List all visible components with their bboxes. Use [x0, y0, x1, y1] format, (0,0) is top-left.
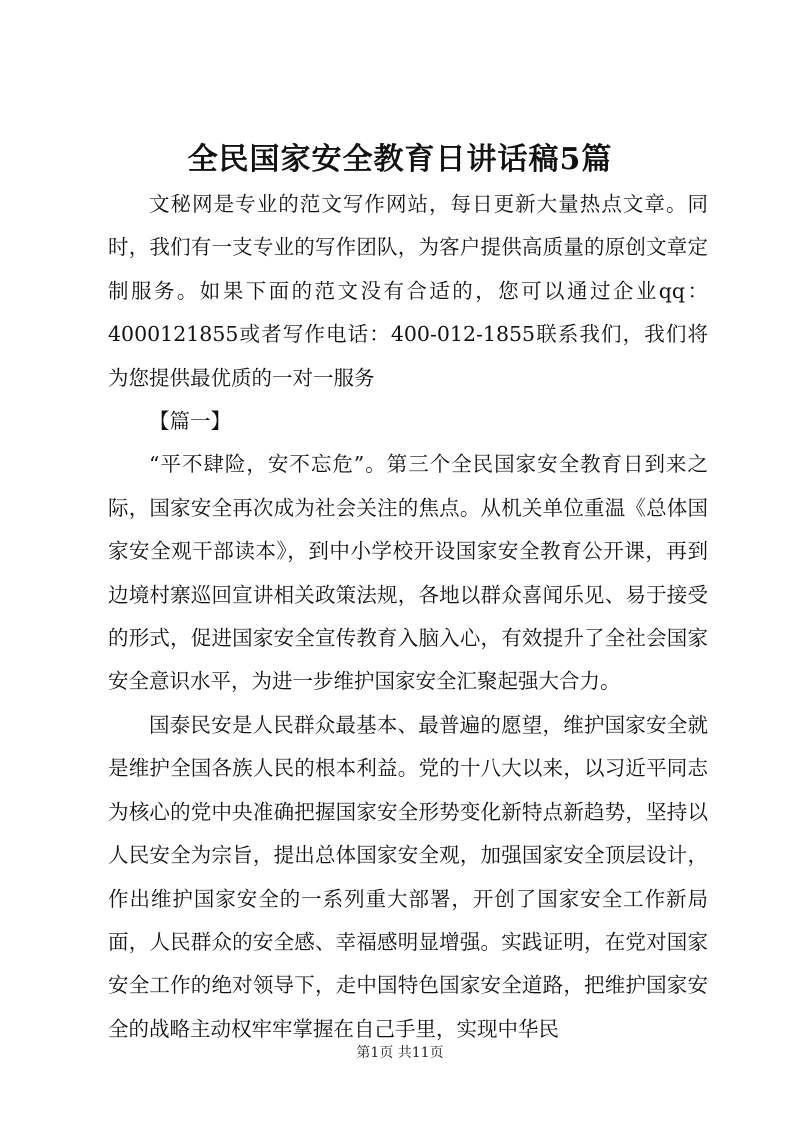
body-paragraph-1: “平不肆险，安不忘危”。第三个全民国家安全教育日到来之际，国家安全再次成为社会关注的焦点。从机关单位重温《总体国家安全观干部读本》，到中小学校开设国家安全教育公开课，再到边境村寨巡回宣讲相关政策法规，各地以群众喜闻乐见、易于接受的形式，促进国家安全宣传教育入脑入心，有效提升了全社会国家安全意识水平，为进一步维护国家安全汇聚起强大合力。: [108, 452, 708, 694]
page-number: 第1页 共11页: [356, 1045, 444, 1061]
section-label: 【篇一】: [149, 409, 231, 434]
body-paragraph-2: 国泰民安是人民群众最基本、最普遍的愿望，维护国家安全就是维护全国各族人民的根本利益。党的十八大以来，以习近平同志为核心的党中央准确把握国家安全形势变化新特点新趋势，坚持以人民安全为宗旨，提出总体国家安全观，加强国家安全顶层设计，作出维护国家安全的一系列重大部署，开创了国家安全工作新局面，人民群众的安全感、幸福感明显增强。实践证明，在党对国家安全工作的绝对领导下，走中国特色国家安全道路，把维护国家安全的战略主动权牢牢掌握在自己手里，实现中华民: [108, 712, 708, 1041]
document-title: 全民国家安全教育日讲话稿5篇: [187, 142, 613, 177]
intro-paragraph: 文秘网是专业的范文写作网站，每日更新大量热点文章。同时，我们有一支专业的写作团队，为客户提供高质量的原创文章定制服务。如果下面的范文没有合适的，您可以通过企业qq：4000121855或者写作电话：400-012-1855联系我们，我们将为您提供最优质的一对一服务: [108, 192, 708, 390]
document-body: [108, 183, 708, 1051]
